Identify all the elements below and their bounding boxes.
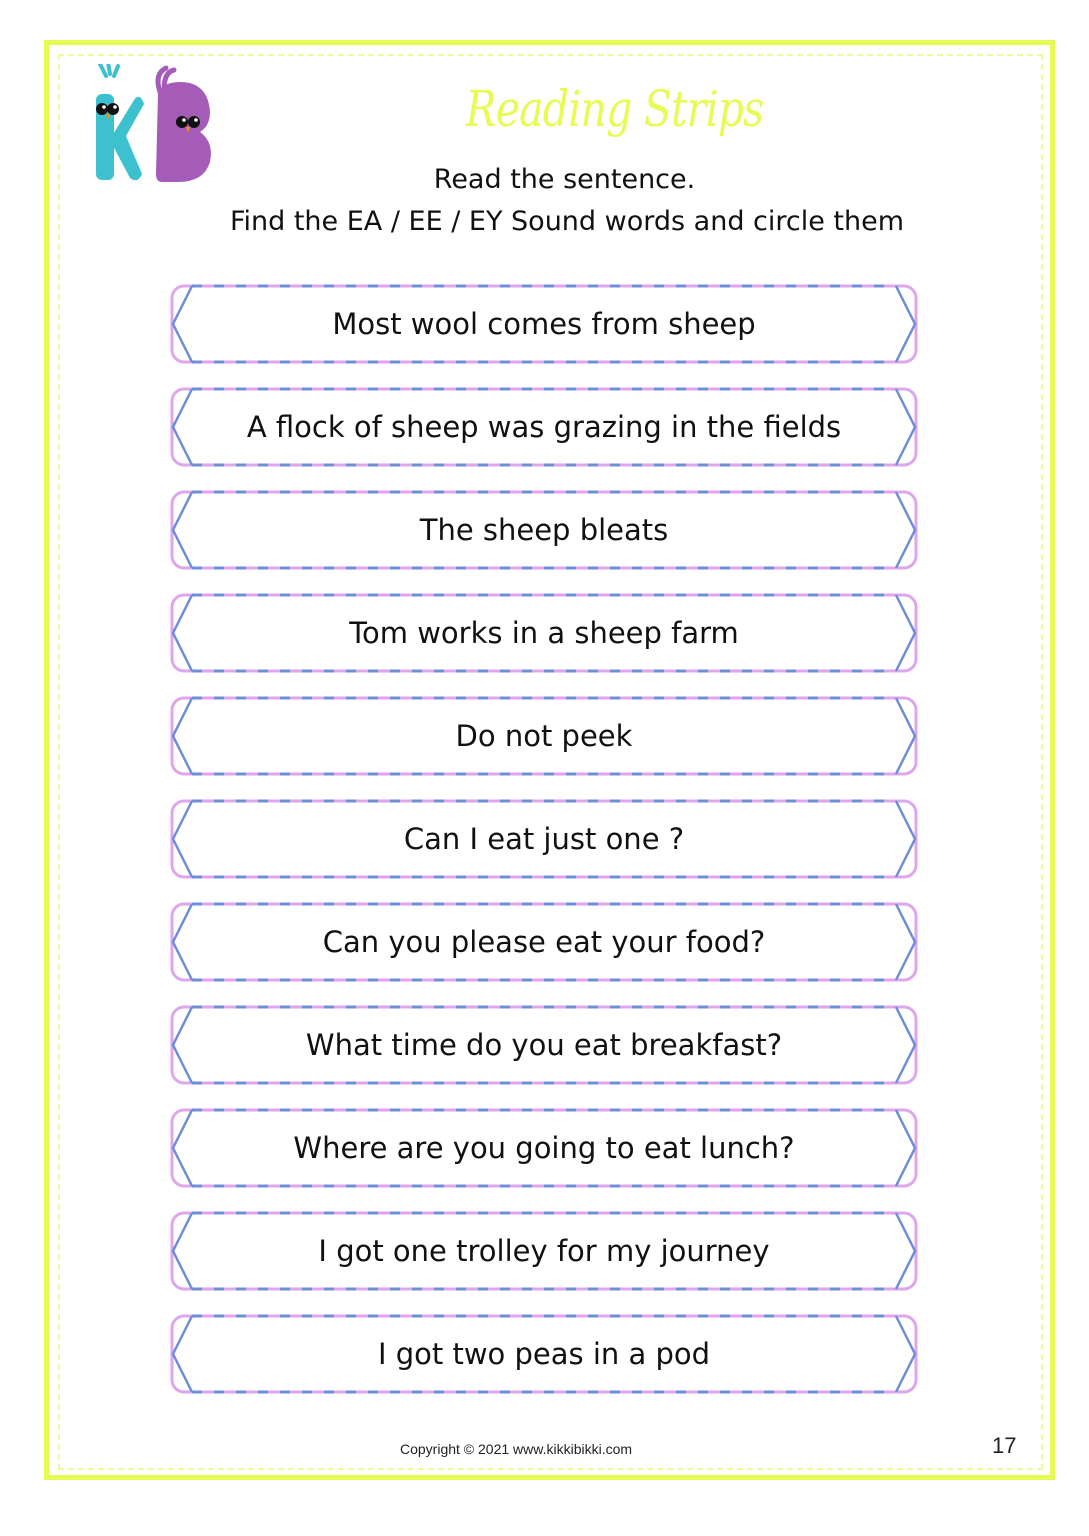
reading-strip [170, 387, 918, 467]
strip-sentence: Can I eat just one ? [403, 822, 685, 856]
strip-sentence: Most wool comes from sheep [332, 307, 756, 341]
strip-sentence: Do not peek [455, 719, 633, 753]
instruction-line-2 [0, 206, 1089, 237]
page-title [0, 80, 1089, 138]
reading-strip [170, 902, 918, 982]
reading-strip [170, 799, 918, 879]
strip-sentence: The sheep bleats [419, 513, 669, 547]
reading-strip [170, 1005, 918, 1085]
instruction-text-1: Read the sentence. [433, 164, 696, 195]
strip-sentence: I got one trolley for my journey [318, 1234, 770, 1268]
strip-sentence: A flock of sheep was grazing in the fields [246, 410, 842, 444]
reading-strip [170, 593, 918, 673]
strip-sentence: What time do you eat breakfast? [305, 1028, 783, 1062]
strip-sentence: Can you please eat your food? [322, 925, 766, 959]
reading-strip [170, 696, 918, 776]
page-number: 17 [992, 1433, 1017, 1458]
reading-strip [170, 1211, 918, 1291]
strip-sentence: Tom works in a sheep farm [349, 616, 739, 650]
reading-strip [170, 1314, 918, 1394]
reading-strip [170, 490, 918, 570]
reading-strip [170, 284, 918, 364]
strip-sentence: I got two peas in a pod [377, 1337, 711, 1371]
strip-sentence: Where are you going to eat lunch? [293, 1131, 795, 1165]
instruction-line-1 [0, 164, 1089, 195]
page-title-text: Reading Strips [465, 80, 764, 138]
copyright-text: Copyright © 2021 www.kikkibikki.com [400, 1441, 633, 1457]
reading-strip [170, 1108, 918, 1188]
instruction-text-2: Find the EA / EE / EY Sound words and circle them [229, 206, 905, 237]
